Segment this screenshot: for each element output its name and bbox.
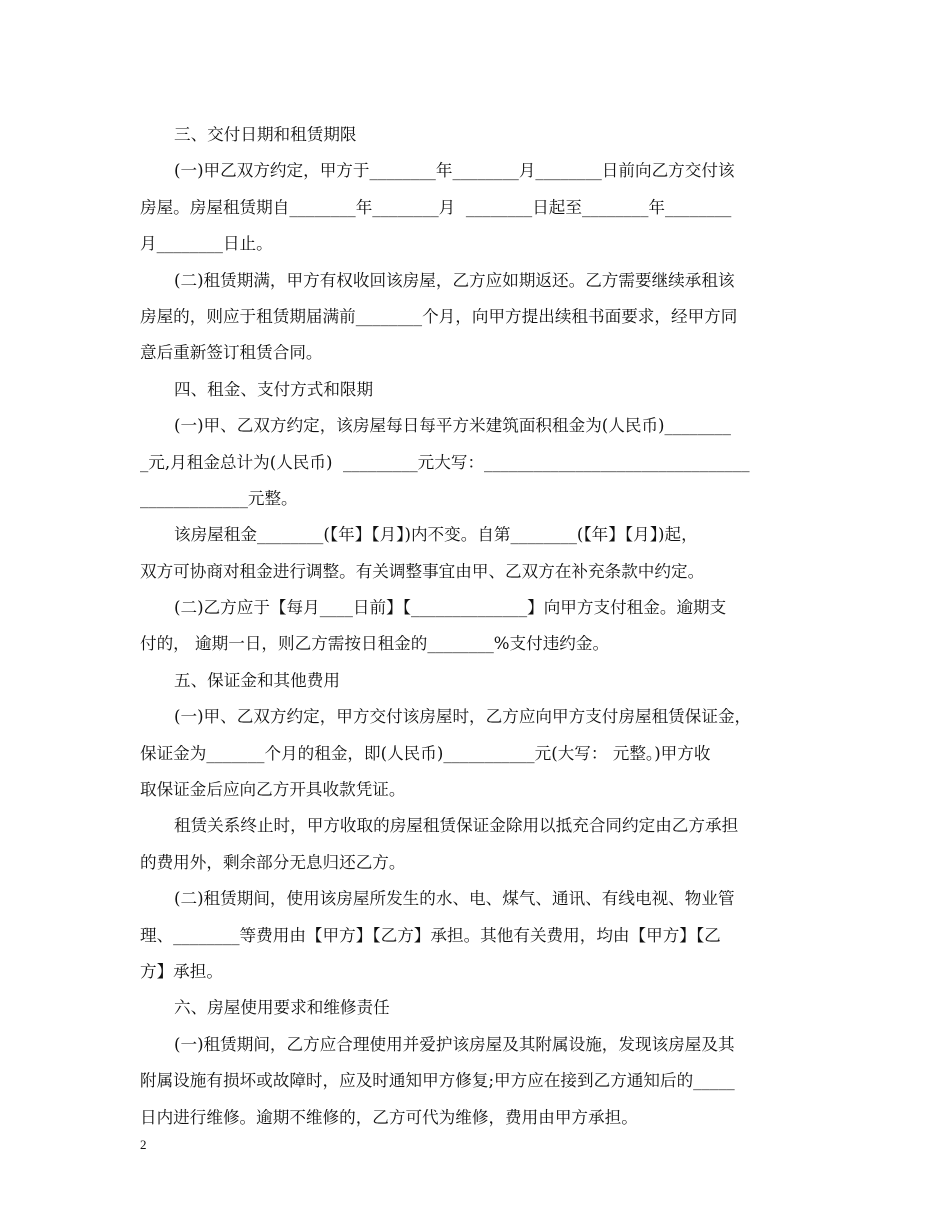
- paragraph-line: 意后重新签订租赁合同。: [140, 343, 323, 363]
- section-heading-delivery: 三、交付日期和租赁期限: [174, 125, 357, 144]
- paragraph-line: (一)甲、乙双方约定，该房屋每日每平方米建筑面积租金为(人民币)________: [174, 416, 731, 436]
- paragraph-line: (一)甲乙双方约定，甲方于________年________月________日前向乙方交付该: [174, 161, 735, 181]
- paragraph-line: 月________日止。: [140, 234, 273, 254]
- section-heading-deposit: 五、保证金和其他费用: [174, 670, 340, 690]
- page-number: 2: [140, 1137, 147, 1152]
- paragraph-line: (二)租赁期满，甲方有权收回该房屋，乙方应如期返还。乙方需要继续承租该: [174, 270, 735, 290]
- paragraph-line: 房屋的，则应于租赁期届满前________个月，向甲方提出续租书面要求，经甲方同: [140, 306, 738, 326]
- paragraph-line: 该房屋租金________(【年】【月】)内不变。自第________(【年】【月】)起，: [174, 525, 698, 545]
- paragraph-line: (一)甲、乙双方约定，甲方交付该房屋时，乙方应向甲方支付房屋租赁保证金，: [174, 707, 752, 727]
- paragraph-line: (二)乙方应于【每月____日前】【______________】向甲方支付租金。逾期支: [174, 598, 727, 618]
- document-body: [140, 117, 812, 1136]
- paragraph-line: _元,月租金总计为(人民币) _________元大写：________________________________: [140, 452, 750, 472]
- paragraph-line: 保证金为_______个月的租金，即(人民币)___________元(大写： 元整。)甲方收: [140, 743, 711, 763]
- paragraph-line: (一)租赁期间，乙方应合理使用并爱护该房屋及其附属设施，发现该房屋及其: [174, 1034, 735, 1054]
- paragraph-line: 理、________等费用由【甲方】【乙方】承担。其他有关费用，均由【甲方】【乙: [140, 925, 721, 945]
- paragraph-line: 租赁关系终止时，甲方收取的房屋租赁保证金除用以抵充合同约定由乙方承担: [174, 816, 739, 836]
- paragraph-line: 的费用外，剩余部分无息归还乙方。: [140, 852, 406, 872]
- paragraph-line: 方】承担。: [140, 961, 223, 981]
- paragraph-line: 日内进行维修。逾期不维修的，乙方可代为维修，费用由甲方承担。: [140, 1107, 638, 1127]
- paragraph-line: 房屋。房屋租赁期自________年________月 ________日起至________年________: [140, 197, 732, 217]
- paragraph-line: 取保证金后应向乙方开具收款凭证。: [140, 780, 406, 800]
- paragraph-line: _____________元整。: [140, 488, 298, 508]
- section-heading-rent: 四、租金、支付方式和限期: [174, 379, 374, 399]
- section-heading-maintenance: 六、房屋使用要求和维修责任: [174, 998, 390, 1018]
- paragraph-line: 双方可协商对租金进行调整。有关调整事宜由甲、乙双方在补充条款中约定。: [140, 561, 705, 581]
- paragraph-line: 付的， 逾期一日，则乙方需按日租金的________%支付违约金。: [140, 634, 610, 654]
- paragraph-line: 附属设施有损坏或故障时，应及时通知甲方修复;甲方应在接到乙方通知后的_____: [140, 1071, 735, 1091]
- paragraph-line: (二)租赁期间，使用该房屋所发生的水、电、煤气、通讯、有线电视、物业管: [174, 889, 735, 909]
